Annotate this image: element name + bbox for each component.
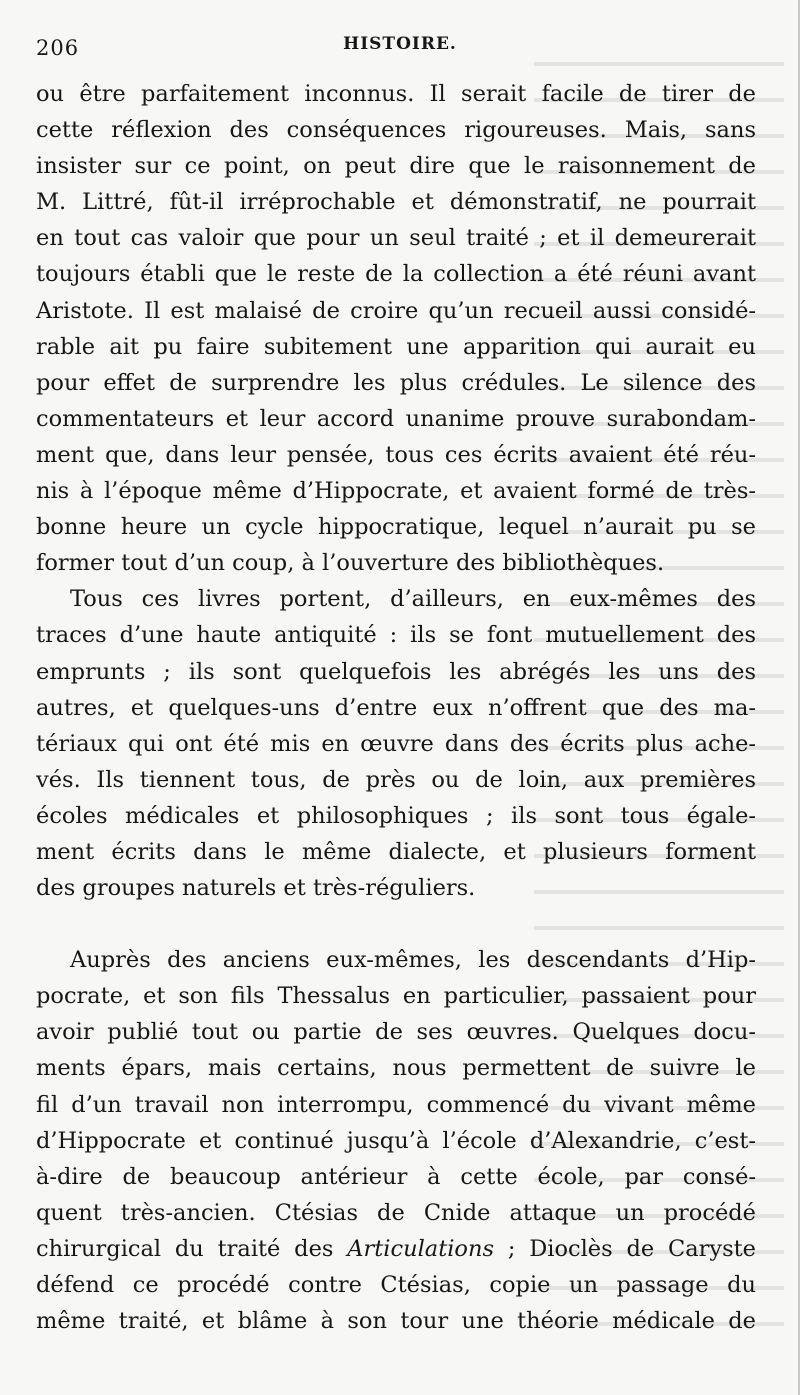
running-head: HISTOIRE. [343, 34, 457, 54]
text-line: Tous ces livres portent, d’ailleurs, en eux-mêmes des [70, 586, 756, 613]
text-segment: ; Dioclès de Caryste [494, 1235, 756, 1262]
text-line: cette réflexion des conséquences rigoureuses. Mais, sans [36, 117, 756, 144]
text-line: fil d’un travail non interrompu, commencé du vivant même [36, 1091, 756, 1118]
paragraph-3 [36, 942, 756, 1339]
text-line: écoles médicales et philosophiques ; ils sont tous égale- [36, 802, 756, 829]
text-line: même traité, et blâme à son tour une théorie médicale de [36, 1308, 756, 1335]
body-text [36, 76, 756, 1339]
text-line: tériaux qui ont été mis en œuvre dans des écrits plus ache- [36, 730, 756, 757]
text-line: ments épars, mais certains, nous permettent de suivre le [36, 1055, 756, 1082]
text-line: Aristote. Il est malaisé de croire qu’un recueil aussi considé- [36, 297, 756, 324]
text-line: commentateurs et leur accord unanime prouve surabondam- [36, 405, 756, 432]
text-line: défend ce procédé contre Ctésias, copie un passage du [36, 1272, 756, 1298]
page-header [36, 32, 764, 64]
text-line: des groupes naturels et très-réguliers. [36, 875, 476, 902]
paragraph-gap [36, 906, 756, 942]
text-line: former tout d’un coup, à l’ouverture des bibliothèques. [36, 550, 665, 577]
text-line: vés. Ils tiennent tous, de près ou de loin, aux premières [36, 766, 756, 793]
paragraph-2 [36, 581, 756, 906]
text-line: ment que, dans leur pensée, tous ces écrits avaient été réu- [36, 441, 756, 468]
text-line: à-dire de beaucoup antérieur à cette école, par consé- [36, 1163, 756, 1190]
page-number: 206 [36, 36, 80, 60]
text-line: emprunts ; ils sont quelquefois les abrégés les uns des [36, 658, 756, 685]
text-line: quent très-ancien. Ctésias de Cnide attaque un procédé [36, 1199, 756, 1226]
paragraph-1 [36, 76, 756, 581]
text-line: ou être parfaitement inconnus. Il serait facile de tirer de [36, 81, 756, 107]
text-line: traces d’une haute antiquité : ils se font mutuellement des [36, 622, 756, 649]
text-line-with-italic [36, 1231, 756, 1267]
text-line: M. Littré, fût-il irréprochable et démonstratif, ne pourrait [36, 189, 756, 216]
text-line: bonne heure un cycle hippocratique, lequel n’aurait pu se [36, 514, 756, 541]
text-line: d’Hippocrate et continué jusqu’à l’école d’Alexandrie, c’est- [36, 1127, 756, 1154]
text-line: ment écrits dans le même dialecte, et plusieurs forment [36, 838, 756, 865]
text-line: pour effet de surprendre les plus crédules. Le silence des [36, 369, 756, 396]
text-line: rable ait pu faire subitement une apparition qui aurait eu [36, 333, 756, 360]
text-segment: chirurgical du traité des [36, 1235, 348, 1262]
text-line: avoir publié tout ou partie de ses œuvres. Quelques docu- [36, 1019, 756, 1046]
text-line: nis à l’époque même d’Hippocrate, et avaient formé de très- [36, 478, 756, 505]
text-line: Auprès des anciens eux-mêmes, les descendants d’Hip- [70, 947, 756, 974]
italic-title: Articulations [347, 1235, 495, 1262]
text-line: pocrate, et son fils Thessalus en particulier, passaient pour [36, 983, 756, 1010]
text-line: toujours établi que le reste de la collection a été réuni avant [36, 261, 756, 288]
text-line: en tout cas valoir que pour un seul traité ; et il demeurerait [36, 225, 756, 252]
text-line: autres, et quelques-uns d’entre eux n’offrent que des ma- [36, 694, 756, 721]
text-line: insister sur ce point, on peut dire que le raisonnement de [36, 153, 756, 180]
